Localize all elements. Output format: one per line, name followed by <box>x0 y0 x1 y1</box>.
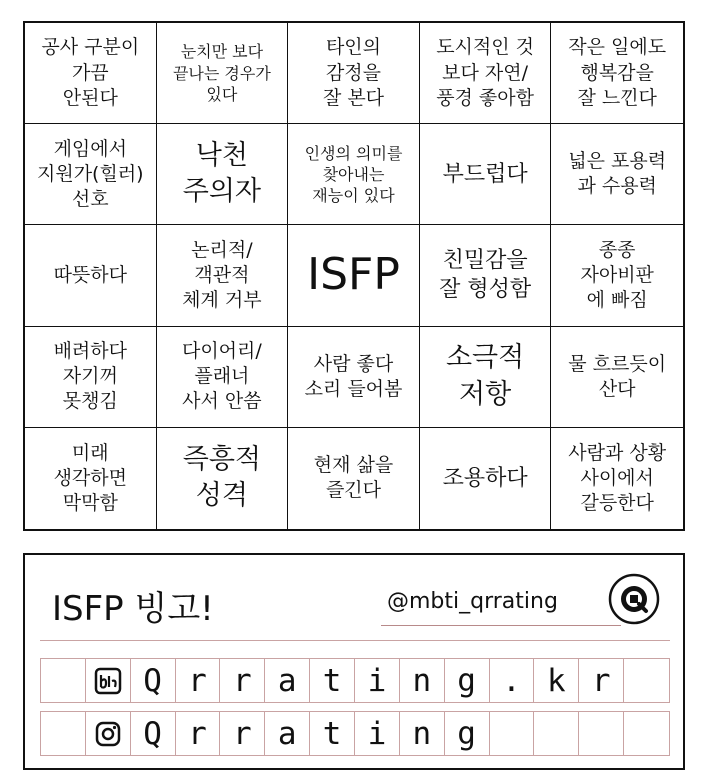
bingo-cell[interactable]: 미래 생각하면 막막함 <box>25 428 157 529</box>
qrrating-logo-icon <box>608 573 660 625</box>
website-row <box>40 658 670 703</box>
bingo-cell[interactable]: 낙천 주의자 <box>157 124 289 225</box>
bingo-cell[interactable]: 따뜻하다 <box>25 225 157 326</box>
letter-box: i <box>355 659 400 702</box>
letter-box <box>624 659 669 702</box>
bingo-cell[interactable]: 친밀감을 잘 형성함 <box>420 225 552 326</box>
card-title: ISFP 빙고! <box>52 589 214 629</box>
bingo-cell[interactable]: 현재 삶을 즐긴다 <box>288 428 420 529</box>
letter-box: a <box>265 659 310 702</box>
letter-box: t <box>310 659 355 702</box>
bingo-cell[interactable]: 물 흐르듯이 산다 <box>551 327 683 428</box>
letter-box: k <box>534 659 579 702</box>
letter-box: n <box>400 712 445 755</box>
letter-box <box>490 712 535 755</box>
bingo-cell[interactable]: 다이어리/ 플래너 사서 안씀 <box>157 327 289 428</box>
letter-box <box>41 659 86 702</box>
letter-box: a <box>265 712 310 755</box>
info-card <box>23 553 685 770</box>
bingo-cell[interactable]: 소극적 저항 <box>420 327 552 428</box>
bingo-cell[interactable]: 사람 좋다 소리 들어봄 <box>288 327 420 428</box>
letter-box: . <box>490 659 535 702</box>
bingo-cell[interactable]: 작은 일에도 행복감을 잘 느낀다 <box>551 23 683 124</box>
letter-box: r <box>176 712 221 755</box>
instagram-handle: @mbti_qrrating <box>387 589 558 614</box>
bingo-cell[interactable]: 타인의 감정을 잘 본다 <box>288 23 420 124</box>
bingo-cell[interactable]: 사람과 상황 사이에서 갈등한다 <box>568 441 667 514</box>
letter-box <box>41 712 86 755</box>
letter-box: Q <box>131 659 176 702</box>
letter-box: t <box>310 712 355 755</box>
handle-underline <box>381 625 621 626</box>
letter-box: g <box>445 659 490 702</box>
bingo-cell[interactable]: 논리적/ 객관적 체계 거부 <box>157 225 289 326</box>
letter-box <box>534 712 579 755</box>
letter-box: g <box>445 712 490 755</box>
bingo-board <box>23 21 685 531</box>
instagram-icon <box>86 712 131 755</box>
guide-line <box>40 640 670 641</box>
bingo-cell[interactable]: 조용하다 <box>420 428 552 529</box>
letter-box: Q <box>131 712 176 755</box>
bingo-cell[interactable]: 부드럽다 <box>420 124 552 225</box>
bingo-cell[interactable]: 즉흥적 성격 <box>157 428 289 529</box>
bingo-center-cell[interactable]: ISFP <box>288 225 420 326</box>
bingo-cell[interactable]: 공사 구분이 가끔 안된다 <box>25 23 157 124</box>
bingo-cell[interactable]: 배려하다 자기꺼 못챙김 <box>25 327 157 428</box>
letter-box: i <box>355 712 400 755</box>
letter-box: r <box>176 659 221 702</box>
letter-box: n <box>400 659 445 702</box>
bingo-cell[interactable]: 인생의 의미를 찾아내는 재능이 있다 <box>288 124 420 225</box>
bingo-cell[interactable]: 게임에서 지원가(힐러) 선호 <box>25 124 157 225</box>
bingo-cell[interactable]: 종종 자아비판 에 빠짐 <box>551 225 683 326</box>
letter-box <box>579 712 624 755</box>
bingo-cell[interactable]: 눈치만 보다 끝나는 경우가 있다 <box>157 23 289 124</box>
letter-box: r <box>220 712 265 755</box>
instagram-row <box>40 711 670 756</box>
letter-box: r <box>579 659 624 702</box>
blog-icon <box>86 659 131 702</box>
bingo-cell[interactable]: 도시적인 것 보다 자연/ 풍경 좋아함 <box>420 23 552 124</box>
bingo-cell[interactable]: 넓은 포용력 과 수용력 <box>551 124 683 225</box>
letter-box: r <box>220 659 265 702</box>
letter-box <box>624 712 669 755</box>
